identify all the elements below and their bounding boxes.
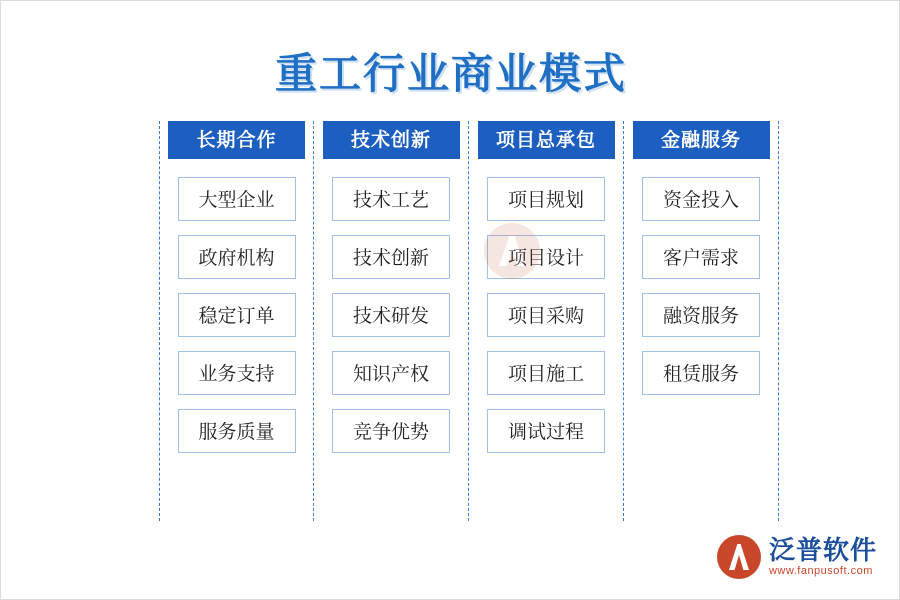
brand-text (769, 537, 877, 578)
diagram-cell: 技术工艺 (332, 177, 450, 221)
diagram-cell: 技术研发 (332, 293, 450, 337)
diagram-column-technical-innovation (314, 121, 469, 521)
diagram-cell: 调试过程 (487, 409, 605, 453)
diagram-cell: 政府机构 (178, 235, 296, 279)
column-items (487, 177, 605, 453)
diagram-cell: 项目施工 (487, 351, 605, 395)
diagram-column-financial-services (624, 121, 779, 521)
column-header: 技术创新 (323, 121, 460, 159)
column-header: 长期合作 (168, 121, 305, 159)
brand-logo-block (717, 535, 877, 579)
column-header: 金融服务 (633, 121, 770, 159)
diagram-column-project-general-contracting (469, 121, 624, 521)
diagram-cell: 资金投入 (642, 177, 760, 221)
diagram-cell: 业务支持 (178, 351, 296, 395)
diagram-cell: 客户需求 (642, 235, 760, 279)
diagram-cell: 大型企业 (178, 177, 296, 221)
diagram-cell: 稳定订单 (178, 293, 296, 337)
diagram-cell: 服务质量 (178, 409, 296, 453)
diagram-column-long-term-cooperation (159, 121, 314, 521)
column-header: 项目总承包 (478, 121, 615, 159)
business-model-diagram (159, 121, 779, 521)
column-items (642, 177, 760, 395)
column-items (332, 177, 450, 453)
page-title: 重工行业商业模式 (274, 49, 627, 98)
diagram-cell: 技术创新 (332, 235, 450, 279)
diagram-cell: 竞争优势 (332, 409, 450, 453)
diagram-cell: 项目采购 (487, 293, 605, 337)
diagram-cell: 租赁服务 (642, 351, 760, 395)
column-items (178, 177, 296, 453)
diagram-cell: 知识产权 (332, 351, 450, 395)
diagram-cell: 融资服务 (642, 293, 760, 337)
diagram-cell: 项目规划 (487, 177, 605, 221)
company-logo-icon (717, 535, 761, 579)
diagram-cell: 项目设计 (487, 235, 605, 279)
brand-url: www.fanpusoft.com (768, 565, 873, 578)
brand-name: 泛普软件 (768, 535, 877, 566)
